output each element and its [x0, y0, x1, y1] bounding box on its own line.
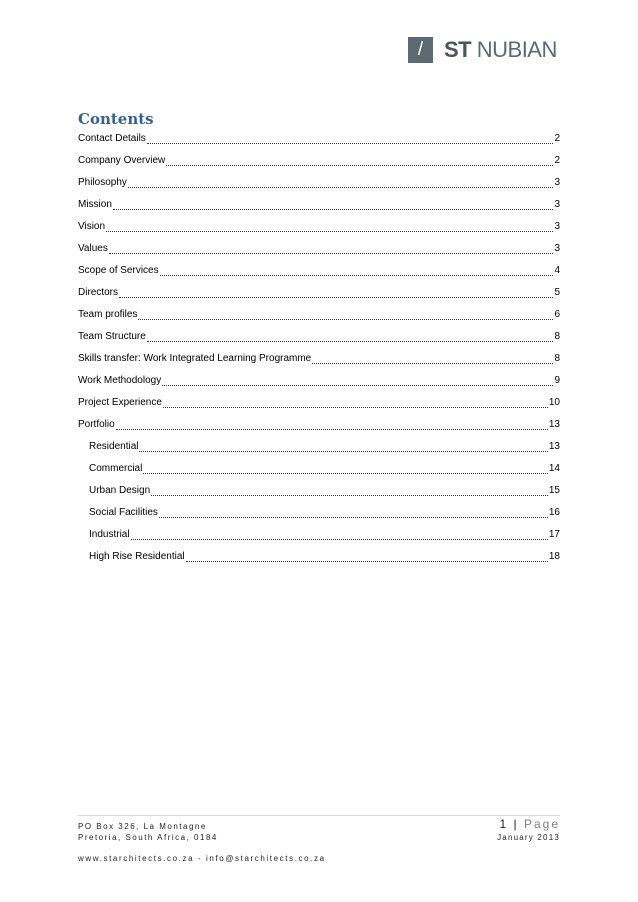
toc-leader-dots [147, 326, 554, 342]
toc-leader-dots [163, 392, 548, 408]
toc-entry-label: Portfolio [78, 419, 115, 430]
toc-entry-page: 14 [548, 463, 560, 474]
toc-entry-label: Contact Details [78, 133, 146, 144]
toc-leader-dots [166, 150, 553, 166]
toc-entry[interactable] [78, 436, 560, 458]
toc-entry-page: 2 [554, 133, 560, 144]
toc-entry-page: 18 [548, 551, 560, 562]
toc-entry[interactable] [78, 194, 560, 216]
toc-entry[interactable] [78, 282, 560, 304]
table-of-contents [78, 128, 560, 568]
toc-entry[interactable] [78, 502, 560, 524]
toc-entry-page: 3 [554, 221, 560, 232]
toc-entry-page: 17 [548, 529, 560, 540]
toc-entry[interactable] [78, 458, 560, 480]
toc-entry[interactable] [78, 546, 560, 568]
toc-entry[interactable] [78, 216, 560, 238]
footer-date: January 2013 [497, 833, 560, 842]
toc-entry-label: Values [78, 243, 108, 254]
toc-entry-label: High Rise Residential [89, 551, 185, 562]
toc-entry-label: Social Facilities [89, 507, 158, 518]
toc-entry-page: 13 [548, 441, 560, 452]
toc-entry-label: Industrial [89, 529, 130, 540]
toc-entry-label: Vision [78, 221, 106, 232]
toc-leader-dots [119, 282, 553, 298]
toc-entry-label: Team Structure [78, 331, 146, 342]
toc-entry[interactable] [78, 370, 560, 392]
toc-entry[interactable] [78, 392, 560, 414]
toc-leader-dots [116, 414, 548, 430]
toc-entry-page: 5 [554, 287, 560, 298]
toc-entry[interactable] [78, 150, 560, 172]
logo-brand-bold: ST [444, 37, 472, 62]
toc-entry[interactable] [78, 128, 560, 150]
toc-entry[interactable] [78, 304, 560, 326]
footer-web-contact: www.starchitects.co.za - info@starchitects.co.za [78, 854, 326, 863]
toc-leader-dots [138, 304, 553, 320]
footer-page-info [497, 817, 560, 843]
toc-leader-dots [128, 172, 554, 188]
toc-entry-label: Mission [78, 199, 112, 210]
logo-mark: / [408, 37, 433, 63]
toc-entry-page: 4 [554, 265, 560, 276]
toc-entry-page: 13 [548, 419, 560, 430]
toc-entry[interactable] [78, 260, 560, 282]
page-number: 1 [499, 817, 509, 831]
company-logo [408, 37, 557, 63]
toc-entry-label: Company Overview [78, 155, 166, 166]
toc-leader-dots [139, 436, 547, 452]
toc-leader-dots [151, 480, 548, 496]
page-number-line [497, 817, 560, 832]
footer-divider [78, 815, 560, 816]
page-separator: | [513, 817, 519, 831]
toc-leader-dots [147, 128, 554, 144]
toc-entry-page: 3 [554, 199, 560, 210]
address-line-1: PO Box 326, La Montagne [78, 822, 207, 831]
toc-entry[interactable] [78, 326, 560, 348]
toc-entry-page: 3 [554, 177, 560, 188]
toc-entry-page: 10 [548, 397, 560, 408]
logo-brand-light: NUBIAN [476, 37, 557, 62]
toc-leader-dots [143, 458, 548, 474]
toc-entry-label: Commercial [89, 463, 143, 474]
toc-leader-dots [113, 194, 554, 210]
toc-entry[interactable] [78, 172, 560, 194]
page-word: Page [523, 817, 560, 831]
toc-entry-page: 16 [548, 507, 560, 518]
toc-entry-label: Team profiles [78, 309, 138, 320]
logo-wordmark [444, 37, 557, 63]
toc-entry-page: 8 [554, 353, 560, 364]
toc-entry-page: 8 [554, 331, 560, 342]
toc-entry-label: Urban Design [89, 485, 151, 496]
toc-leader-dots [312, 348, 553, 364]
toc-entry-page: 9 [554, 375, 560, 386]
footer-address [78, 821, 218, 843]
toc-entry[interactable] [78, 414, 560, 436]
address-line-2: Pretoria, South Africa, 0184 [78, 833, 218, 842]
toc-leader-dots [162, 370, 553, 386]
toc-entry[interactable] [78, 524, 560, 546]
toc-leader-dots [109, 238, 554, 254]
toc-leader-dots [106, 216, 553, 232]
toc-entry[interactable] [78, 238, 560, 260]
toc-entry[interactable] [78, 348, 560, 370]
toc-entry-label: Philosophy [78, 177, 127, 188]
toc-leader-dots [186, 546, 548, 562]
toc-leader-dots [160, 260, 554, 276]
toc-leader-dots [131, 524, 548, 540]
toc-entry-page: 2 [554, 155, 560, 166]
toc-entry-page: 3 [554, 243, 560, 254]
toc-entry-label: Scope of Services [78, 265, 159, 276]
toc-leader-dots [159, 502, 548, 518]
toc-entry-label: Directors [78, 287, 119, 298]
toc-entry[interactable] [78, 480, 560, 502]
contents-heading: Contents [78, 110, 154, 128]
toc-entry-label: Project Experience [78, 397, 162, 408]
toc-entry-label: Work Methodology [78, 375, 162, 386]
toc-entry-label: Skills transfer: Work Integrated Learning Programme [78, 353, 312, 364]
toc-entry-page: 15 [548, 485, 560, 496]
toc-entry-label: Residential [89, 441, 139, 452]
toc-entry-page: 6 [554, 309, 560, 320]
